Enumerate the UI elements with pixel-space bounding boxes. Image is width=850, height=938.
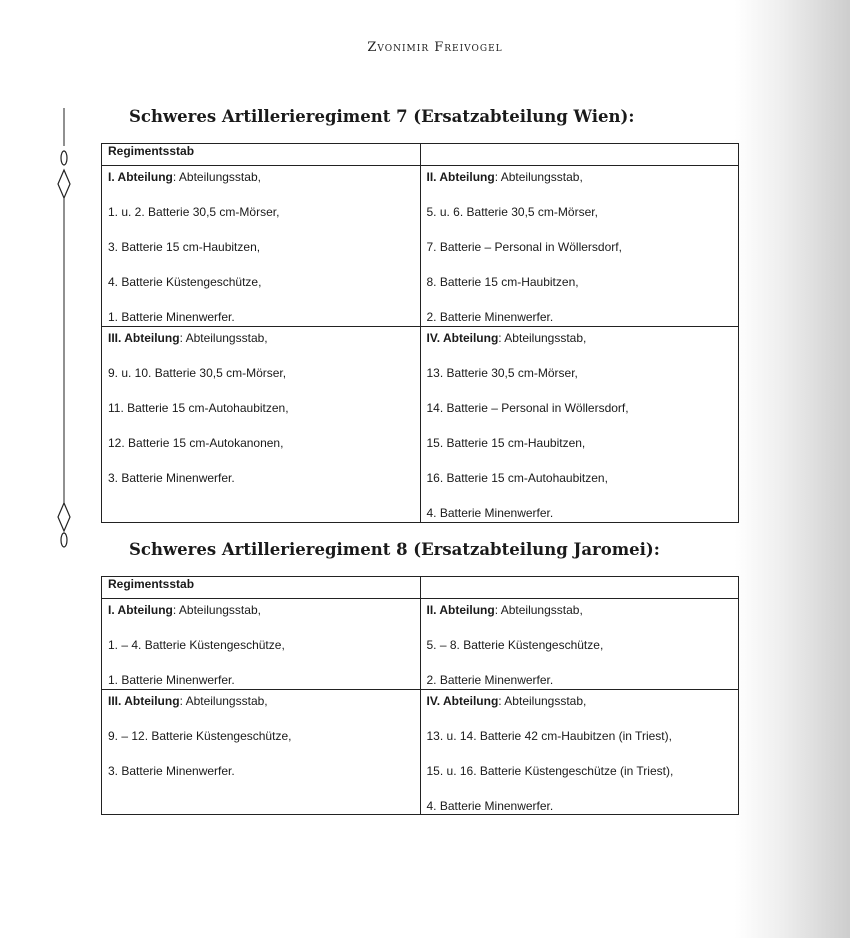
table1-header-right [420, 144, 739, 166]
abteilung-label: IV. Abteilung [426, 694, 499, 708]
abteilung-rest: : Abteilungsstab, [494, 170, 583, 184]
table1-header-left: Regimentsstab [102, 144, 421, 166]
abteilung-label: III. Abteilung [108, 331, 180, 345]
table2-header-right [420, 577, 739, 599]
abteilung-heading [427, 599, 733, 638]
list-item: 14. Batterie – Personal in Wöllersdorf, [426, 401, 629, 415]
abteilung-heading [108, 599, 414, 638]
list-item: 9. u. 10. Batterie 30,5 cm-Mörser, [108, 366, 287, 380]
list-item: 1. – 4. Batterie Küstengeschütze, [108, 638, 285, 652]
running-head: Zvonimir Freivogel [367, 40, 503, 55]
list-item: 11. Batterie 15 cm-Autohaubitzen, [108, 401, 289, 415]
list-item: 13. u. 14. Batterie 42 cm-Haubitzen (in Triest), [426, 729, 672, 743]
abteilung-heading [427, 690, 733, 729]
list-item: 13. Batterie 30,5 cm-Mörser, [426, 366, 578, 380]
table-row [102, 690, 739, 815]
table1-cell-abteilung-1 [102, 166, 421, 327]
abteilung-heading [427, 327, 733, 366]
list-item: 5. – 8. Batterie Küstengeschütze, [426, 638, 604, 652]
list-item: 3. Batterie Minenwerfer. [108, 764, 235, 778]
abteilung-label: I. Abteilung [108, 603, 173, 617]
table2-cell-abteilung-4 [420, 690, 739, 815]
regiment8-table [101, 576, 739, 815]
abteilung-rest: : Abteilungsstab, [179, 331, 268, 345]
abteilung-heading [108, 327, 414, 366]
abteilung-heading [108, 166, 414, 205]
margin-ornament [54, 108, 74, 548]
regiment7-table [101, 143, 739, 523]
abteilung-label: II. Abteilung [426, 603, 495, 617]
table1-cell-abteilung-3 [102, 327, 421, 523]
list-item: 4. Batterie Minenwerfer. [426, 799, 554, 813]
abteilung-label: IV. Abteilung [426, 331, 499, 345]
list-item: 7. Batterie – Personal in Wöllersdorf, [426, 240, 622, 254]
table-row [102, 166, 739, 327]
abteilung-rest: : Abteilungsstab, [172, 170, 261, 184]
table2-cell-abteilung-3 [102, 690, 421, 815]
list-item: 9. – 12. Batterie Küstengeschütze, [108, 729, 292, 743]
abteilung-rest: : Abteilungsstab, [179, 694, 268, 708]
list-item: 16. Batterie 15 cm-Autohaubitzen, [426, 471, 608, 485]
table2-cell-abteilung-2 [420, 599, 739, 690]
abteilung-label: I. Abteilung [108, 170, 173, 184]
table2-header-left: Regimentsstab [102, 577, 421, 599]
list-item: 15. Batterie 15 cm-Haubitzen, [426, 436, 586, 450]
table1-title: Schweres Artillerieregiment 7 (Ersatzabteilung Wien): [129, 107, 635, 126]
list-item: 2. Batterie Minenwerfer. [426, 673, 554, 687]
table-row [102, 599, 739, 690]
abteilung-rest: : Abteilungsstab, [494, 603, 583, 617]
abteilung-heading [427, 166, 733, 205]
abteilung-rest: : Abteilungsstab, [172, 603, 261, 617]
page-edge-shadow [735, 0, 850, 938]
list-item: 4. Batterie Küstengeschütze, [108, 275, 262, 289]
table1-cell-abteilung-4 [420, 327, 739, 523]
list-item: 1. u. 2. Batterie 30,5 cm-Mörser, [108, 205, 280, 219]
table2-cell-abteilung-1 [102, 599, 421, 690]
abteilung-heading [108, 690, 414, 729]
table2-title: Schweres Artillerieregiment 8 (Ersatzabteilung Jaromei): [129, 540, 660, 559]
list-item: 3. Batterie Minenwerfer. [108, 471, 235, 485]
abteilung-rest: : Abteilungsstab, [498, 694, 587, 708]
list-item: 8. Batterie 15 cm-Haubitzen, [426, 275, 579, 289]
table-row [102, 327, 739, 523]
table1-cell-abteilung-2 [420, 166, 739, 327]
table-row [102, 577, 739, 599]
list-item: 4. Batterie Minenwerfer. [426, 506, 554, 520]
table-row [102, 144, 739, 166]
list-item: 1. Batterie Minenwerfer. [108, 310, 235, 324]
abteilung-label: III. Abteilung [108, 694, 180, 708]
abteilung-rest: : Abteilungsstab, [498, 331, 587, 345]
list-item: 1. Batterie Minenwerfer. [108, 673, 235, 687]
abteilung-label: II. Abteilung [426, 170, 495, 184]
list-item: 12. Batterie 15 cm-Autokanonen, [108, 436, 284, 450]
list-item: 15. u. 16. Batterie Küstengeschütze (in Triest), [426, 764, 674, 778]
list-item: 5. u. 6. Batterie 30,5 cm-Mörser, [426, 205, 598, 219]
list-item: 3. Batterie 15 cm-Haubitzen, [108, 240, 261, 254]
list-item: 2. Batterie Minenwerfer. [426, 310, 554, 324]
